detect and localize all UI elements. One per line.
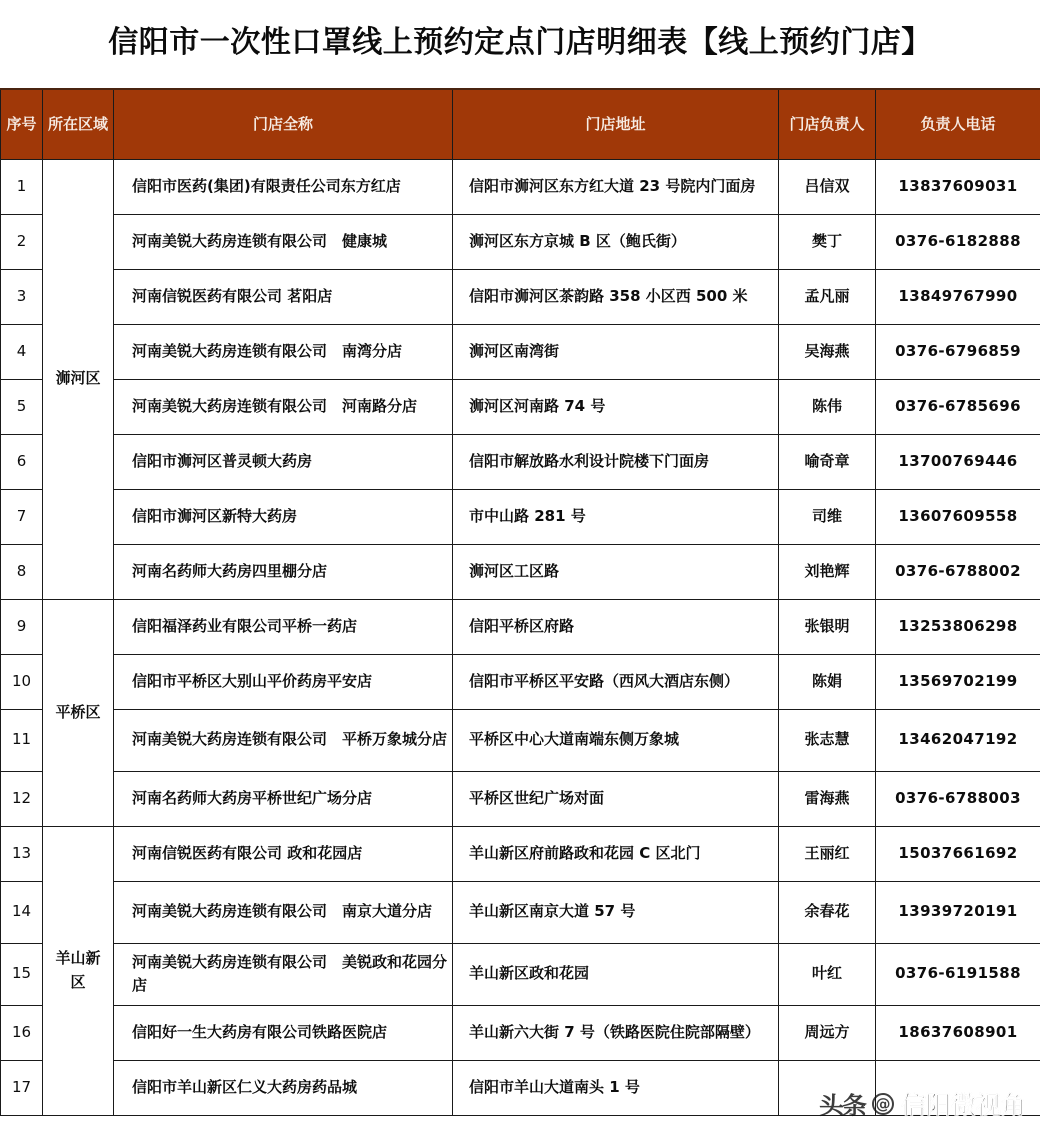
table-row (1, 434, 1040, 489)
cell-store-name: 信阳福泽药业有限公司平桥一药店 (114, 599, 453, 654)
cell-manager: 王丽红 (779, 826, 876, 881)
column-header-phone: 负责人电话 (876, 89, 1040, 159)
table-row (1, 599, 1040, 654)
cell-manager: 张志慧 (779, 709, 876, 771)
column-header-region: 所在区域 (43, 89, 114, 159)
table-header-row (1, 89, 1040, 159)
cell-index: 1 (1, 159, 43, 214)
cell-store-address: 羊山新区南京大道 57 号 (453, 881, 779, 943)
table-row (1, 881, 1040, 943)
cell-region: 羊山新区 (43, 826, 114, 1115)
cell-manager: 司维 (779, 489, 876, 544)
cell-store-name: 河南美锐大药房连锁有限公司 美锐政和花园分店 (114, 943, 453, 1005)
cell-store-address: 市中山路 281 号 (453, 489, 779, 544)
table-row (1, 826, 1040, 881)
cell-store-name: 河南美锐大药房连锁有限公司 健康城 (114, 214, 453, 269)
cell-index: 3 (1, 269, 43, 324)
cell-phone: 13253806298 (876, 599, 1040, 654)
cell-phone: 13939720191 (876, 881, 1040, 943)
cell-index: 7 (1, 489, 43, 544)
cell-index: 10 (1, 654, 43, 709)
cell-store-name: 信阳市浉河区新特大药房 (114, 489, 453, 544)
cell-index: 8 (1, 544, 43, 599)
store-list-table (0, 88, 1040, 1116)
cell-store-name: 信阳市羊山新区仁义大药房药品城 (114, 1060, 453, 1115)
cell-manager: 周远方 (779, 1005, 876, 1060)
cell-store-address: 羊山新区政和花园 (453, 943, 779, 1005)
table-row (1, 943, 1040, 1005)
cell-store-address: 信阳市浉河区茶韵路 358 小区西 500 米 (453, 269, 779, 324)
table-row (1, 544, 1040, 599)
cell-phone: 0376-6796859 (876, 324, 1040, 379)
watermark-at-icon: @ (872, 1093, 894, 1115)
cell-phone: 13700769446 (876, 434, 1040, 489)
table-row (1, 654, 1040, 709)
cell-store-name: 河南信锐医药有限公司 茗阳店 (114, 269, 453, 324)
cell-index: 9 (1, 599, 43, 654)
cell-store-address: 信阳市解放路水利设计院楼下门面房 (453, 434, 779, 489)
cell-store-name: 河南名药师大药房平桥世纪广场分店 (114, 771, 453, 826)
cell-manager: 喻奇章 (779, 434, 876, 489)
cell-store-address: 浉河区东方京城 B 区（鲍氏街） (453, 214, 779, 269)
column-header-index: 序号 (1, 89, 43, 159)
table-body (1, 159, 1040, 1115)
cell-phone: 0376-6191588 (876, 943, 1040, 1005)
cell-phone: 18637608901 (876, 1005, 1040, 1060)
cell-manager: 吕信双 (779, 159, 876, 214)
cell-store-name: 河南名药师大药房四里棚分店 (114, 544, 453, 599)
cell-region: 浉河区 (43, 159, 114, 599)
cell-phone (876, 1060, 1040, 1115)
cell-phone: 13849767990 (876, 269, 1040, 324)
table-row (1, 489, 1040, 544)
cell-manager: 陈伟 (779, 379, 876, 434)
cell-store-name: 河南信锐医药有限公司 政和花园店 (114, 826, 453, 881)
table-row (1, 159, 1040, 214)
cell-phone: 0376-6785696 (876, 379, 1040, 434)
table-row (1, 324, 1040, 379)
cell-phone: 0376-6788002 (876, 544, 1040, 599)
cell-manager: 张银明 (779, 599, 876, 654)
cell-index: 14 (1, 881, 43, 943)
cell-manager: 陈娟 (779, 654, 876, 709)
title-bar (0, 0, 1040, 88)
cell-phone: 13569702199 (876, 654, 1040, 709)
cell-store-address: 信阳市浉河区东方红大道 23 号院内门面房 (453, 159, 779, 214)
table-row (1, 214, 1040, 269)
cell-store-address: 平桥区世纪广场对面 (453, 771, 779, 826)
cell-phone: 0376-6182888 (876, 214, 1040, 269)
cell-store-name: 信阳市浉河区普灵顿大药房 (114, 434, 453, 489)
table-row (1, 709, 1040, 771)
cell-store-name: 信阳市平桥区大别山平价药房平安店 (114, 654, 453, 709)
cell-manager: 余春花 (779, 881, 876, 943)
cell-region: 平桥区 (43, 599, 114, 826)
table-header (1, 89, 1040, 159)
cell-index: 2 (1, 214, 43, 269)
cell-index: 13 (1, 826, 43, 881)
cell-manager: 叶红 (779, 943, 876, 1005)
cell-index: 6 (1, 434, 43, 489)
cell-index: 5 (1, 379, 43, 434)
cell-index: 12 (1, 771, 43, 826)
cell-manager: 吴海燕 (779, 324, 876, 379)
cell-store-name: 河南美锐大药房连锁有限公司 平桥万象城分店 (114, 709, 453, 771)
cell-store-name: 信阳市医药(集团)有限责任公司东方红店 (114, 159, 453, 214)
cell-manager: 雷海燕 (779, 771, 876, 826)
page-title: 信阳市一次性口罩线上预约定点门店明细表【线上预约门店】 (108, 25, 932, 60)
watermark-account-name: 信阳微视角 (900, 1091, 1026, 1120)
cell-store-address: 信阳平桥区府路 (453, 599, 779, 654)
cell-store-address: 浉河区工区路 (453, 544, 779, 599)
cell-store-address: 浉河区南湾街 (453, 324, 779, 379)
cell-phone: 15037661692 (876, 826, 1040, 881)
cell-phone: 13837609031 (876, 159, 1040, 214)
column-header-store-name: 门店全称 (114, 89, 453, 159)
cell-manager: 樊丁 (779, 214, 876, 269)
cell-phone: 13462047192 (876, 709, 1040, 771)
cell-index: 16 (1, 1005, 43, 1060)
watermark-logo: 头条 (818, 1091, 865, 1119)
cell-index: 17 (1, 1060, 43, 1115)
cell-manager: 孟凡丽 (779, 269, 876, 324)
column-header-store-address: 门店地址 (453, 89, 779, 159)
column-header-manager: 门店负责人 (779, 89, 876, 159)
cell-store-address: 平桥区中心大道南端东侧万象城 (453, 709, 779, 771)
cell-store-address: 信阳市羊山大道南头 1 号 (453, 1060, 779, 1115)
cell-store-name: 河南美锐大药房连锁有限公司 南京大道分店 (114, 881, 453, 943)
cell-phone: 13607609558 (876, 489, 1040, 544)
cell-store-address: 浉河区河南路 74 号 (453, 379, 779, 434)
cell-index: 11 (1, 709, 43, 771)
cell-store-name: 河南美锐大药房连锁有限公司 南湾分店 (114, 324, 453, 379)
cell-store-address: 羊山新区府前路政和花园 C 区北门 (453, 826, 779, 881)
table-row (1, 1005, 1040, 1060)
cell-store-name: 河南美锐大药房连锁有限公司 河南路分店 (114, 379, 453, 434)
table-row (1, 771, 1040, 826)
cell-index: 15 (1, 943, 43, 1005)
cell-index: 4 (1, 324, 43, 379)
cell-manager: 刘艳辉 (779, 544, 876, 599)
table-row (1, 379, 1040, 434)
cell-manager (779, 1060, 876, 1115)
cell-store-address: 信阳市平桥区平安路（西风大酒店东侧） (453, 654, 779, 709)
table-row (1, 269, 1040, 324)
table-row (1, 1060, 1040, 1115)
cell-phone: 0376-6788003 (876, 771, 1040, 826)
cell-store-name: 信阳好一生大药房有限公司铁路医院店 (114, 1005, 453, 1060)
cell-store-address: 羊山新六大街 7 号（铁路医院住院部隔壁） (453, 1005, 779, 1060)
